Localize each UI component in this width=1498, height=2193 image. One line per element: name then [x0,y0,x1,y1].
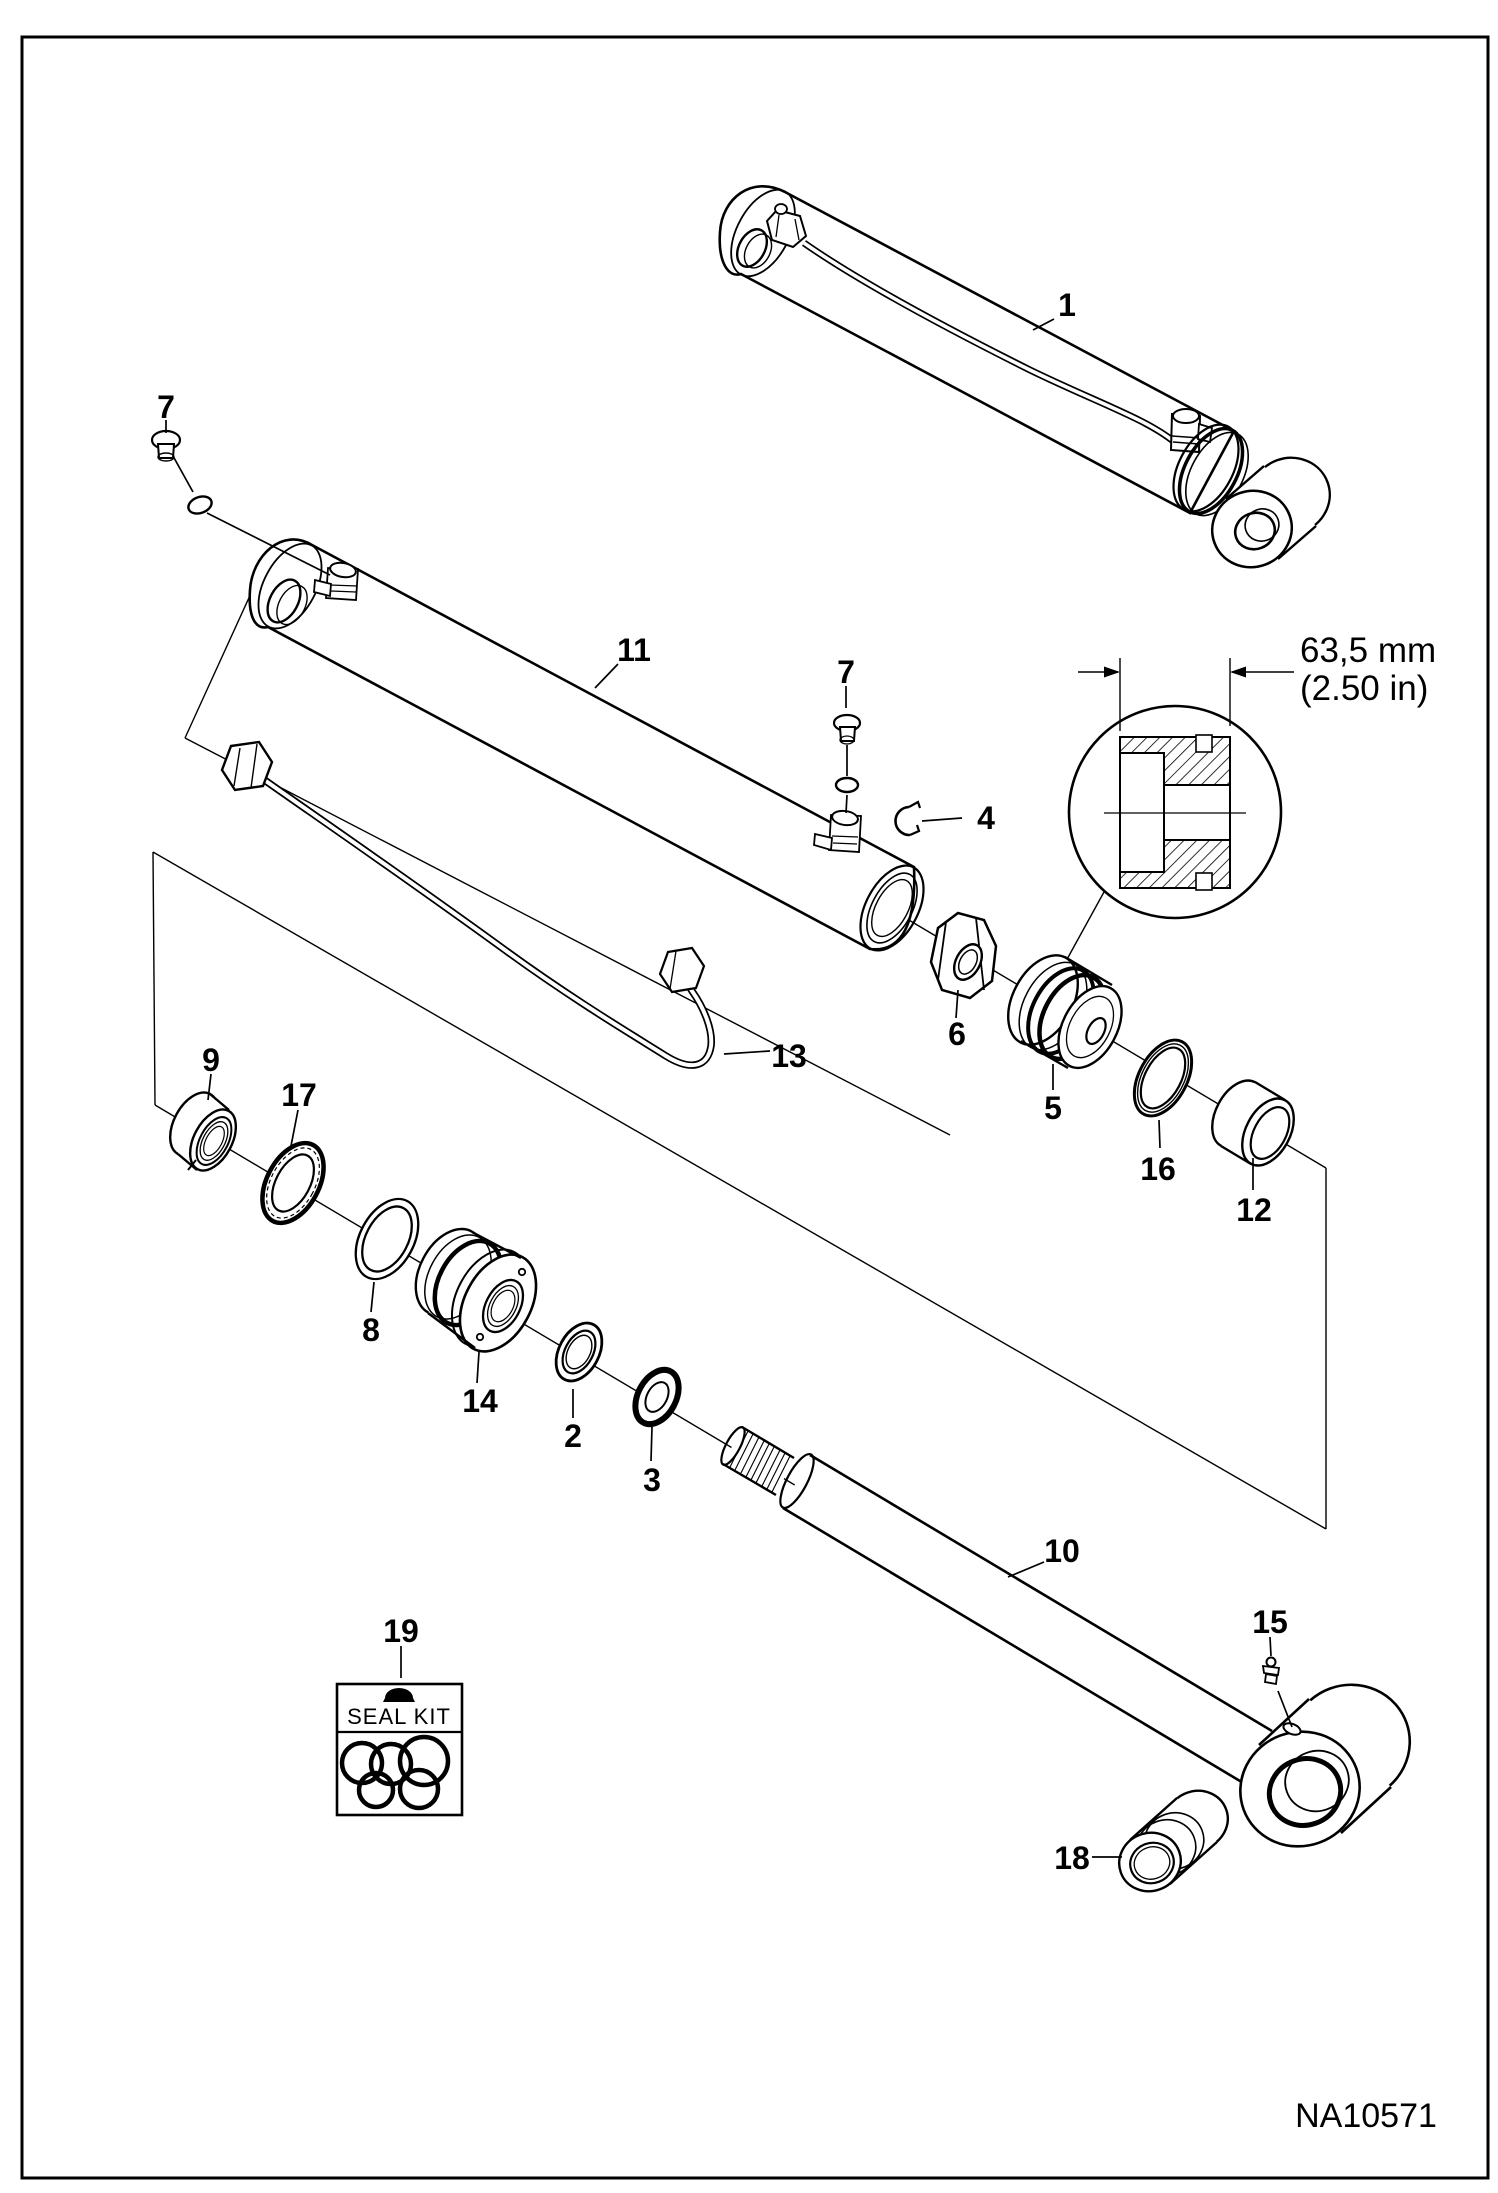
wiper-seal-3 [627,1362,688,1431]
callout-2: 2 [564,1418,582,1454]
callout-8: 8 [362,1312,380,1348]
seal-kit-19 [337,1684,462,1815]
callout-5: 5 [1044,1090,1062,1126]
callout-3: 3 [643,1462,661,1498]
callout-9: 9 [202,1042,220,1078]
dimension-imperial: (2.50 in) [1300,669,1429,708]
callout-6: 6 [948,1016,966,1052]
callout-1: 1 [1058,287,1076,323]
gland-nut-6 [931,913,996,998]
callout-4: 4 [977,800,995,836]
callout-18: 18 [1054,1840,1090,1876]
bushing-18 [1111,1782,1236,1900]
rod-seal-2 [547,1315,611,1389]
ring-16 [1123,1031,1204,1126]
callout-17: 17 [281,1077,317,1113]
backup-ring-17 [250,1133,336,1233]
bushing-9 [160,1085,245,1178]
callout-15: 15 [1252,1604,1288,1640]
callout-12: 12 [1236,1192,1272,1228]
callout-13: 13 [771,1038,807,1074]
grease-fitting-15 [1263,1658,1279,1685]
piston-section-detail [1069,706,1281,918]
rod-eye [1224,1668,1426,1863]
callout-11: 11 [617,632,651,668]
leader-lines [166,319,1292,1857]
callout-10: 10 [1044,1533,1080,1569]
assembled-cylinder-1 [718,179,1341,578]
cylinder-head-14 [402,1217,552,1364]
callout-14: 14 [462,1383,498,1419]
callout-7b: 7 [837,654,855,690]
callout-16: 16 [1140,1151,1176,1187]
callout-19: 19 [383,1613,419,1649]
piston-5 [994,944,1135,1079]
seal-kit-text: SEAL KIT [347,1704,451,1729]
cylinder-tube-11 [245,533,936,961]
clip-4 [895,802,920,835]
drawing-number: NA10571 [1295,2097,1437,2135]
callout-7a: 7 [157,389,175,425]
dimension-metric: 63,5 mm [1300,631,1437,670]
piston-rod-10 [717,1424,1272,1784]
